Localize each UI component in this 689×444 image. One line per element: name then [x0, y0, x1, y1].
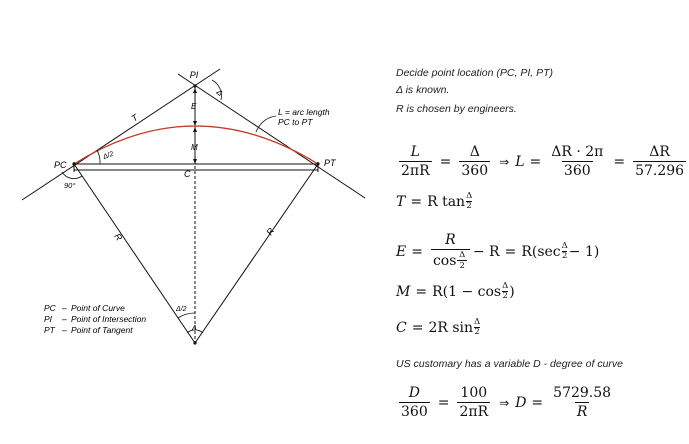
length-mid-num: ΔR · 2π — [551, 144, 604, 160]
middle-ordinate-formula: M = R(1 − cos $\frac{\Delta}{2}$ ) — [396, 281, 515, 301]
degree-lhs-num: D — [408, 385, 420, 401]
external-lhs: E — [396, 243, 407, 260]
m-arrowhead-top — [193, 127, 197, 132]
middle-half-num: Δ — [502, 281, 509, 291]
legend-text-pc: Point of Curve — [71, 303, 125, 313]
back-tangent-line — [22, 69, 220, 200]
pi-point — [193, 84, 196, 87]
ninety-arc-pc — [62, 172, 82, 179]
note-delta-text: is known. — [402, 84, 450, 96]
tangent-formula: T = R tan $\frac{\Delta}{2}$ — [396, 191, 473, 211]
middle-tail: ) — [509, 283, 515, 300]
delta-label-center: Δ — [192, 325, 197, 332]
e-arrowhead-bottom — [193, 121, 197, 126]
r-left-label: R — [112, 231, 125, 243]
length-mid-den: 360 — [563, 163, 591, 179]
note-point-location: Decide point location (PC, PI, PT) — [396, 67, 553, 79]
degree-res-den: R — [576, 404, 588, 420]
length-rhs-num: Δ — [469, 144, 480, 160]
m-arrowhead-bottom — [193, 159, 197, 164]
legend-abbr-pt: PT — [44, 325, 55, 335]
ninety-label: 90° — [64, 181, 76, 190]
legend-dash-pi: – — [62, 314, 67, 324]
pt-label: PT — [324, 158, 336, 168]
t-label: T — [129, 112, 140, 124]
tangent-lhs: T — [396, 193, 406, 210]
tangent-half-num: Δ — [466, 191, 473, 201]
middle-half-den: 2 — [502, 291, 508, 301]
pi-label: PI — [189, 70, 199, 80]
chord-lhs: C — [396, 319, 407, 336]
note-us-customary: US customary has a variable D - degree of curve — [396, 358, 624, 370]
chord-half-num: Δ — [474, 317, 481, 327]
delta-half-arc-center — [178, 313, 195, 318]
arc-note-line1: L = arc length — [278, 107, 330, 117]
length-formula: $\frac{L}{2\pi R}$ = $\frac{\Delta}{360}$ ⇒ L = $\frac{\Delta R \cdot 2\pi}{360}$ = $\frac{\Delta R}{57.296}$ — [401, 144, 685, 179]
degree-of-curve-formula: $\frac{D}{360}$ = $\frac{100}{2\pi R}$ ⇒ D = $\frac{5729.58}{R}$ — [401, 385, 612, 420]
note-radius-chosen: R is chosen by engineers. — [396, 103, 517, 115]
degree-rhs-num: 100 — [460, 385, 488, 401]
external-frac-den: cos — [432, 253, 457, 269]
legend-dash-pc: – — [62, 303, 67, 313]
length-rhs-den: 360 — [461, 163, 489, 179]
legend — [44, 303, 146, 335]
external-minus: − R — [472, 243, 500, 260]
pc-label: PC — [54, 160, 67, 170]
pc-point — [72, 162, 75, 165]
degree-lhs-den: 360 — [401, 404, 428, 420]
forward-tangent-line — [178, 74, 365, 198]
length-end-num: ΔR — [649, 144, 670, 160]
legend-abbr-pi: PI — [44, 314, 53, 324]
length-L: L — [515, 153, 525, 170]
degree-rhs-den: 2πR — [459, 404, 489, 420]
pt-point — [316, 162, 319, 165]
delta-label-pi: Δ — [214, 87, 225, 98]
r-right-label: R — [264, 226, 277, 238]
external-rhs-half-num: Δ — [561, 241, 568, 251]
external-tail: − 1) — [568, 243, 600, 260]
chord-rhs: 2R sin — [428, 319, 474, 336]
chord-formula: C = 2R sin $\frac{\Delta}{2}$ — [396, 317, 481, 337]
external-rhs: R(sec — [521, 243, 561, 260]
degree-D: D — [515, 394, 527, 411]
legend-text-pt: Point of Tangent — [71, 325, 133, 335]
center-point — [193, 341, 196, 344]
legend-dash-pt: – — [62, 325, 67, 335]
e-label: E — [191, 102, 197, 111]
external-frac-num: R — [445, 232, 456, 248]
tangent-rhs: R tan — [427, 193, 466, 210]
e-arrowhead-top — [193, 88, 197, 93]
delta-half-arc-pc — [97, 150, 100, 164]
legend-abbr-pc: PC — [44, 303, 56, 313]
m-label: M — [191, 143, 198, 152]
degree-res-num: 5729.58 — [553, 385, 612, 401]
note-delta-known — [396, 84, 449, 96]
implies-arrow-icon: ⇒ — [499, 395, 510, 410]
external-half-num: Δ — [459, 250, 466, 260]
external-formula: E = R cos $\frac{\Delta}{2}$ − R = R(sec $\frac{\Delta}{2}$ − 1) — [396, 232, 600, 271]
tangent-half-den: 2 — [466, 201, 472, 211]
arc-note-line2: PC to PT — [278, 117, 313, 127]
note-delta-symbol: Δ — [396, 84, 403, 96]
delta-half-label-pc: Δ/2 — [102, 150, 115, 161]
middle-lhs: M — [396, 283, 411, 300]
c-label: C — [184, 169, 191, 179]
external-half-den: 2 — [459, 261, 465, 271]
length-end-den: 57.296 — [635, 163, 685, 179]
middle-rhs: R(1 − cos — [432, 283, 502, 300]
length-lhs-den: 2πR — [401, 163, 430, 179]
arc-note-leader — [256, 116, 276, 132]
legend-text-pi: Point of Intersection — [71, 314, 147, 324]
delta-half-label-center: Δ/2 — [176, 306, 187, 313]
implies-arrow-icon: ⇒ — [499, 154, 510, 169]
external-rhs-half-den: 2 — [562, 251, 568, 261]
length-lhs-num: L — [410, 144, 420, 160]
chord-half-den: 2 — [474, 327, 480, 337]
radius-right-line — [195, 164, 318, 343]
